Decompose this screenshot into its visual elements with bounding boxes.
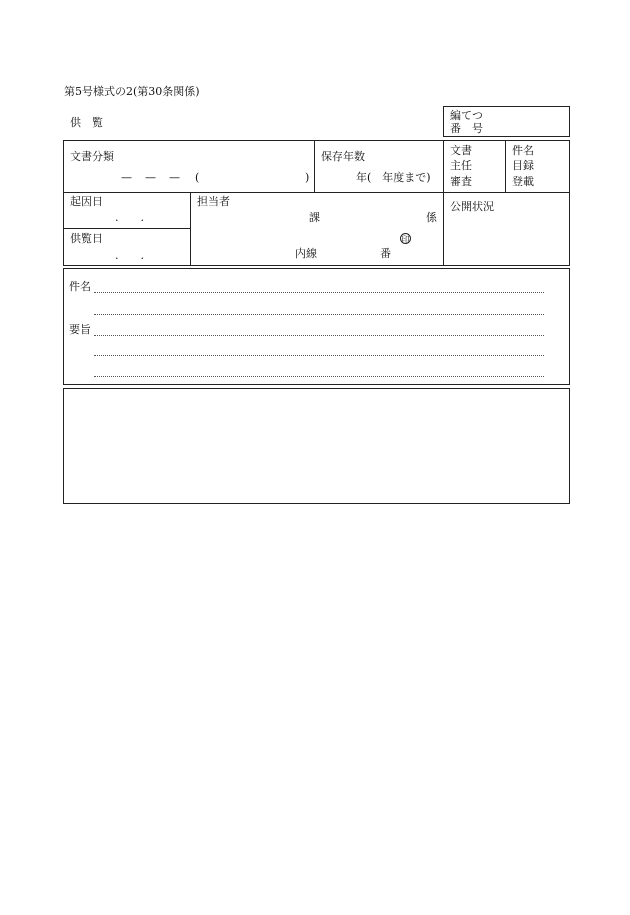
paren-close: ) [305, 171, 310, 184]
kiin-label: 起因日 [70, 195, 103, 208]
hentetsu-label-line2: 番 号 [450, 122, 483, 135]
row-divider-right [443, 141, 444, 265]
kenmei-line-2[interactable] [94, 314, 544, 315]
subject-box [63, 268, 570, 385]
seal-icon: 印 [401, 235, 410, 244]
kyoran-date-dots: . . [115, 249, 144, 262]
row2-divider [190, 192, 191, 265]
ban-label: 番 [380, 247, 391, 260]
stamp-b-line1: 件名 [512, 144, 534, 157]
youshi-line-2[interactable] [94, 355, 544, 356]
kenmei-line-1[interactable] [94, 292, 544, 293]
hentetsu-label-line1: 編てつ [450, 109, 483, 122]
koukai-label: 公開状況 [450, 200, 494, 213]
hentetsu-number-box[interactable] [443, 106, 570, 137]
kakari-label: 係 [426, 211, 437, 224]
stamp-b-line3: 登載 [512, 175, 534, 188]
bunsho-bunrui-label: 文書分類 [70, 150, 114, 163]
bunsho-bunrui-dashes: — — — [121, 171, 181, 184]
body-blank-box[interactable] [63, 388, 570, 504]
row2-left-split [64, 228, 190, 229]
stamp-b-line2: 目録 [512, 159, 534, 172]
youshi-line-3[interactable] [94, 376, 544, 377]
row-divider [64, 192, 569, 193]
row1-divider-b [505, 141, 506, 192]
kyoran-label: 供 覧 [70, 116, 103, 129]
tantou-label: 担当者 [197, 195, 230, 208]
row1-divider-a [314, 141, 315, 192]
main-table [63, 140, 570, 266]
youshi-line-1[interactable] [94, 335, 544, 336]
hozon-label: 保存年数 [321, 150, 365, 163]
hozon-value: 年( 年度まで) [356, 171, 431, 184]
naisen-label: 内線 [295, 247, 317, 260]
kyoran-date-label: 供覧日 [70, 232, 103, 245]
stamp-a-line2: 主任 [450, 159, 472, 172]
stamp-a-line1: 文書 [450, 144, 472, 157]
youshi-label: 要旨 [69, 323, 91, 336]
stamp-a-line3: 審査 [450, 175, 472, 188]
paren-open: ( [195, 171, 200, 184]
form-title: 第5号様式の2(第30条関係) [64, 85, 200, 98]
kiin-date-dots: . . [115, 211, 144, 224]
kenmei-label: 件名 [69, 280, 91, 293]
ka-label: 課 [309, 211, 320, 224]
